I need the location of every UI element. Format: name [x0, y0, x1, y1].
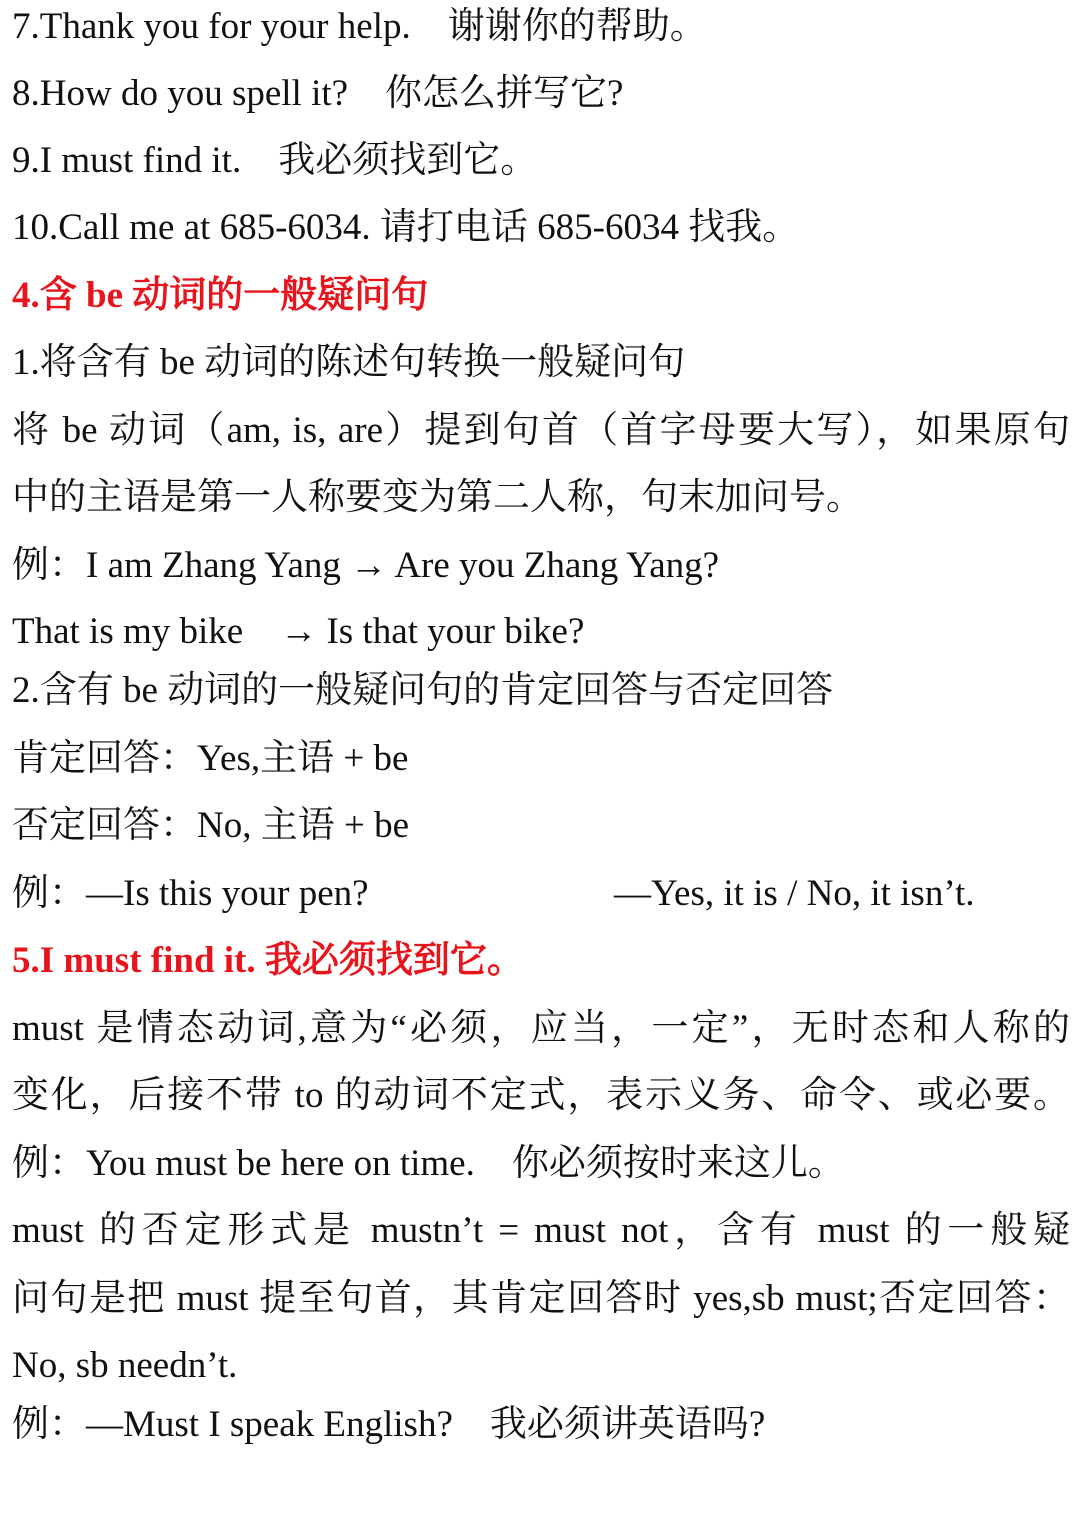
- example-sentence-8: 8.How do you spell it? 你怎么拼写它?: [12, 73, 624, 114]
- rule-text-line-2: 中的主语是第一人称要变为第二人称，句末加问号。: [12, 477, 863, 518]
- rule-text-line-1: 将 be 动词（am, is, are）提到句首（首字母要大写），如果原句: [12, 410, 1070, 451]
- example-sentence-9: 9.I must find it. 我必须找到它。: [12, 140, 538, 181]
- must-negative-line-3: No, sb needn’t.: [12, 1345, 238, 1386]
- must-example: 例：You must be here on time. 你必须按时来这儿。: [12, 1143, 845, 1184]
- must-question-example: 例：—Must I speak English? 我必须讲英语吗?: [12, 1404, 766, 1445]
- example-line-1: 例：I am Zhang Yang → Are you Zhang Yang?: [12, 545, 720, 586]
- example-dialogue: [12, 871, 1070, 917]
- example-answer: —Yes, it is / No, it isn’t.: [614, 873, 975, 914]
- positive-answer-pattern: 肯定回答：Yes,主语 + be: [12, 738, 409, 779]
- section-heading-4: 4.含 be 动词的一般疑问句: [12, 275, 429, 316]
- example-line-2: That is my bike → Is that your bike?: [12, 611, 585, 652]
- rule-title-2: 2.含有 be 动词的一般疑问句的肯定回答与否定回答: [12, 670, 834, 711]
- example-sentence-10: 10.Call me at 685-6034. 请打电话 685-6034 找我。: [12, 207, 800, 248]
- section-heading-5: 5.I must find it. 我必须找到它。: [12, 940, 524, 981]
- example-sentence-7: 7.Thank you for your help. 谢谢你的帮助。: [12, 6, 707, 47]
- must-explanation-line-1: must 是情态动词,意为“必须，应当，一定”，无时态和人称的: [12, 1008, 1070, 1049]
- must-explanation-line-2: 变化，后接不带 to 的动词不定式，表示义务、命令、或必要。: [12, 1075, 1070, 1116]
- rule-title-1: 1.将含有 be 动词的陈述句转换一般疑问句: [12, 342, 686, 383]
- negative-answer-pattern: 否定回答：No, 主语 + be: [12, 805, 410, 846]
- must-negative-line-1: must 的否定形式是 mustn’t = must not，含有 must 的一般疑: [12, 1210, 1070, 1251]
- must-negative-line-2: 问句是把 must 提至句首，其肯定回答时 yes,sb must;否定回答：: [12, 1278, 1070, 1319]
- example-question: 例：—Is this your pen?: [12, 873, 369, 914]
